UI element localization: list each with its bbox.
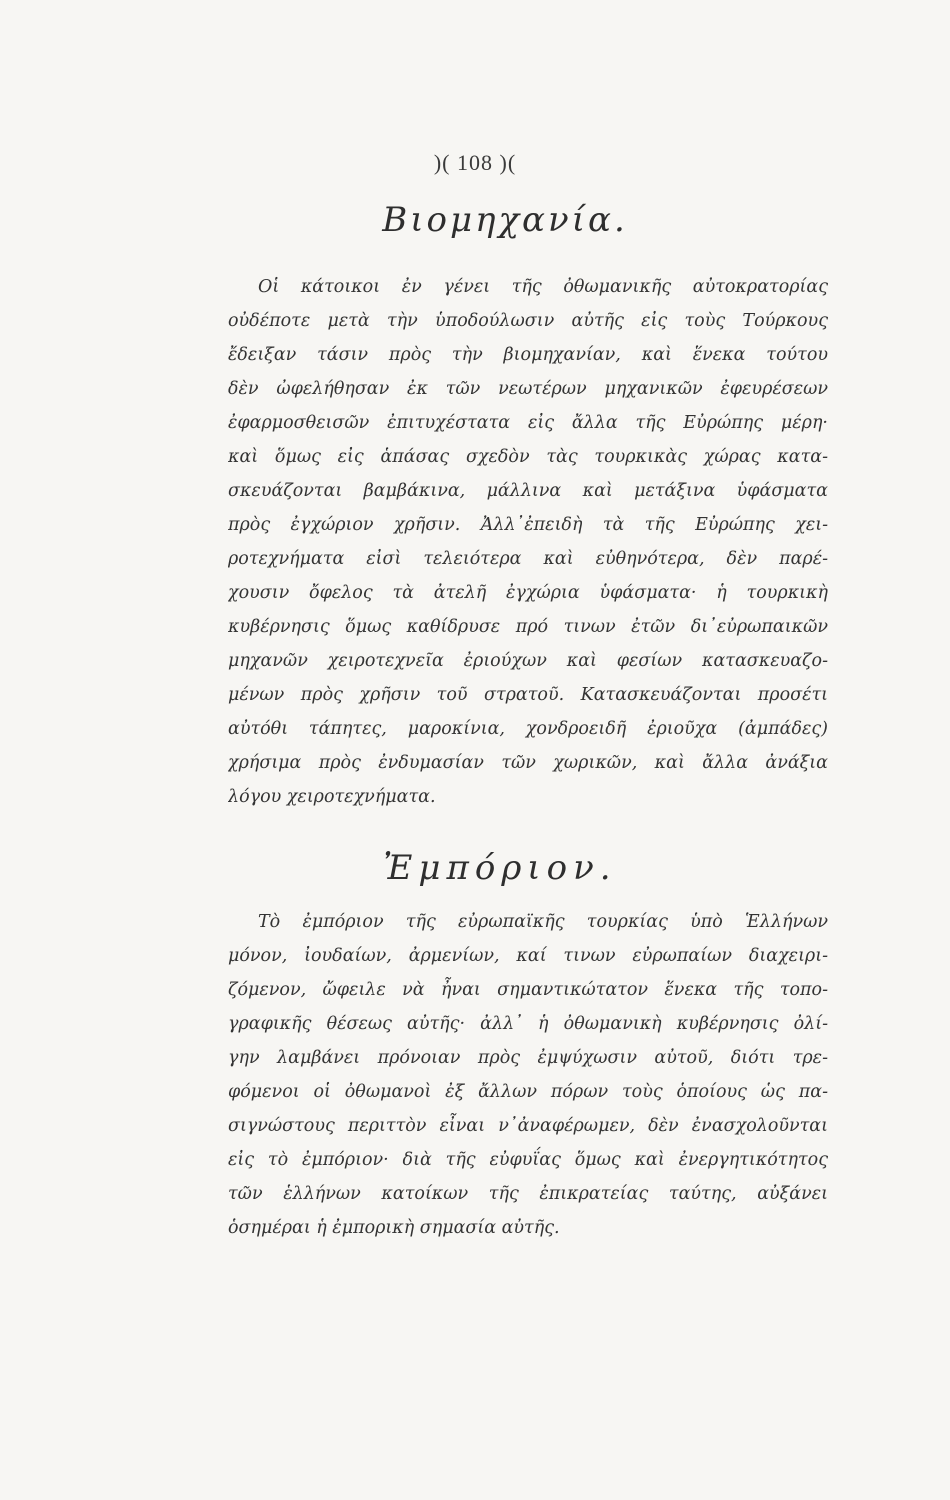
text-line: λόγου χειροτεχνήματα. <box>228 787 436 807</box>
text-line: ἔδειξαν τάσιν πρὸς τὴν βιομηχανίαν, καὶ ἕνεκα τούτου <box>228 345 828 365</box>
text-line: πρὸς ἐγχώριον χρῆσιν. Ἀλλ᾽ἐπειδὴ τὰ τῆς Εὐρώπης χει- <box>228 515 828 535</box>
text-line: φόμενοι οἱ ὀθωμανοὶ ἐξ ἄλλων πόρων τοὺς ὁποίους ὡς πα- <box>228 1082 828 1102</box>
text-line: ἐφαρμοσθεισῶν ἐπιτυχέστατα εἰς ἄλλα τῆς Εὐρώπης μέρη· <box>228 413 828 433</box>
text-line: γην λαμβάνει πρόνοιαν πρὸς ἐμψύχωσιν αὐτοῦ, διότι τρε- <box>228 1048 828 1068</box>
text-line: σιγνώστους περιττὸν εἶναι ν᾽ἀναφέρωμεν, δὲν ἐνασχολοῦνται <box>228 1116 828 1136</box>
text-line: ὁσημέραι ἡ ἐμπορικὴ σημασία αὐτῆς. <box>228 1218 560 1238</box>
text-line: τῶν ἑλλήνων κατοίκων τῆς ἐπικρατείας ταύτης, αὐξάνει <box>228 1184 828 1204</box>
section-title-commerce: Ἐμπόριον. <box>383 848 617 888</box>
text-line: εἰς τὸ ἐμπόριον· διὰ τῆς εὐφυΐας ὅμως καὶ ἐνεργητικότητος <box>228 1150 828 1170</box>
text-line: σκευάζονται βαμβάκινα, μάλλινα καὶ μετάξινα ὑφάσματα <box>228 481 828 501</box>
text-line: κυβέρνησις ὅμως καθίδρυσε πρό τινων ἐτῶν δι᾽εὐρωπαικῶν <box>228 617 828 637</box>
text-line: γραφικῆς θέσεως αὐτῆς· ἀλλ᾽ ἡ ὀθωμανικὴ κυβέρνησις ὀλί- <box>228 1014 828 1034</box>
text-line: αὐτόθι τάπητες, μαροκίνια, χονδροειδῆ ἐριοῦχα (ἀμπάδες) <box>228 719 828 739</box>
page-number: )( 108 )( <box>433 150 517 175</box>
text-line: χρήσιμα πρὸς ἐνδυμασίαν τῶν χωρικῶν, καὶ ἄλλα ἀνάξια <box>228 753 828 773</box>
text-line: ζόμενον, ὤφειλε νὰ ἦναι σημαντικώτατον ἕνεκα τῆς τοπο- <box>228 980 828 1000</box>
section-title-industry: Βιομηχανία. <box>382 200 628 240</box>
text-line: ροτεχνήματα εἰσὶ τελειότερα καὶ εὐθηνότερα, δὲν παρέ- <box>228 549 828 569</box>
text-line: Οἱ κάτοικοι ἐν γένει τῆς ὀθωμανικῆς αὐτοκρατορίας <box>258 277 828 297</box>
text-line: καὶ ὅμως εἰς ἁπάσας σχεδὸν τὰς τουρκικὰς χώρας κατα- <box>228 447 828 467</box>
text-line: Τὸ ἐμπόριον τῆς εὐρωπαϊκῆς τουρκίας ὑπὸ Ἑλλήνων <box>258 912 828 932</box>
text-line: μόνον, ἰουδαίων, ἀρμενίων, καί τινων εὐρωπαίων διαχειρι- <box>228 946 828 966</box>
text-line: οὐδέποτε μετὰ τὴν ὑποδούλωσιν αὐτῆς εἰς τοὺς Τούρκους <box>228 311 828 331</box>
text-line: δὲν ὠφελήθησαν ἐκ τῶν νεωτέρων μηχανικῶν ἐφευρέσεων <box>228 379 828 399</box>
text-line: χουσιν ὄφελος τὰ ἀτελῆ ἐγχώρια ὑφάσματα· ἡ τουρκικὴ <box>228 583 828 603</box>
text-line: μένων πρὸς χρῆσιν τοῦ στρατοῦ. Κατασκευάζονται προσέτι <box>228 685 828 705</box>
text-line: μηχανῶν χειροτεχνεῖα ἐριούχων καὶ φεσίων κατασκευαζο- <box>228 651 828 671</box>
